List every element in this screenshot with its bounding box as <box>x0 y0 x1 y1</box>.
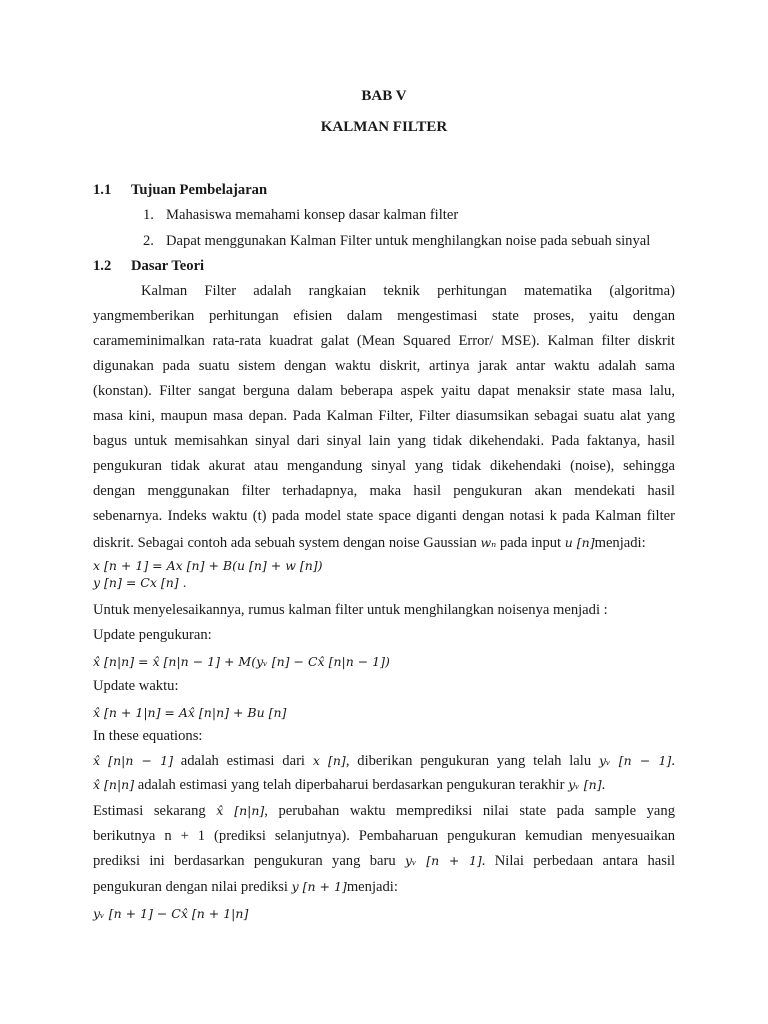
text-run: . Nilai perbedaan antara hasil <box>481 853 675 869</box>
equation-state: x [n + 1] = Ax [n] + B(u [n] + w [n]) <box>93 558 323 573</box>
section-heading-2 <box>0 258 768 278</box>
paragraph-line: carameminimalkan rata-rata kuadrat galat (Mean Squared Error/ MSE). Kalman filter diskrit <box>93 333 675 349</box>
equation-measurement-update: x̂ [n|n] = x̂ [n|n − 1] + M(yᵥ [n] − Cx̂ [n|n − 1]) <box>93 654 390 669</box>
text-run: diskrit. Sebagai contoh ada sebuah system dengan noise Gaussian <box>93 535 477 551</box>
paragraph-line: sebenarnya. Indeks waktu (t) pada model state space diganti dengan notasi k pada Kalman filter <box>93 508 675 524</box>
paragraph-line-with-math <box>93 803 675 825</box>
definition-line <box>93 777 605 794</box>
text-run: menjadi: <box>594 535 646 551</box>
paragraph-line-with-math <box>93 535 646 552</box>
math-inline: x̂ [n|n] <box>93 777 135 792</box>
section-number: 1.2 <box>93 258 112 274</box>
text-run: . <box>671 753 675 769</box>
paragraph-line: (konstan). Filter sangat berguna dalam beberapa aspek yaitu dapat menaksir state masa lalu, <box>93 383 675 399</box>
paragraph-line: yangmemberikan perhitungan efisien dalam mengestimasi state proses, yaitu dengan <box>93 308 675 324</box>
math-inline: x̂ [n|n] <box>216 803 265 818</box>
equation-time-update: x̂ [n + 1|n] = Ax̂ [n|n] + Bu [n] <box>93 705 287 720</box>
list-item <box>0 233 768 253</box>
list-number: 2. <box>143 233 154 249</box>
solve-intro: Untuk menyelesaikannya, rumus kalman filter untuk menghilangkan noisenya menjadi : <box>93 602 608 618</box>
chapter-number: BAB V <box>361 88 407 104</box>
text-run: , diberikan pengukuran yang telah lalu <box>345 753 592 769</box>
text-run: . <box>601 777 606 793</box>
paragraph-line: berikutnya n + 1 (prediksi selanjutnya). Pembaharuan pengukuran kemudian menyesuaikan <box>93 828 675 844</box>
section-heading-1 <box>0 182 768 202</box>
time-update-label: Update waktu: <box>93 678 179 694</box>
text-run: pengukuran dengan nilai prediksi <box>93 879 288 895</box>
math-inline: y [n + 1] <box>291 879 347 894</box>
math-inline: yᵥ [n − 1] <box>598 753 672 768</box>
text-run: prediksi ini berdasarkan pengukuran yang baru <box>93 853 396 869</box>
math-inline: x [n] <box>312 753 346 768</box>
list-text: Mahasiswa memahami konsep dasar kalman filter <box>166 207 459 223</box>
text-run: Estimasi sekarang <box>93 803 206 819</box>
chapter-title: KALMAN FILTER <box>320 119 448 135</box>
paragraph-line-with-math <box>93 853 675 875</box>
math-inline: yᵥ [n] <box>568 777 602 792</box>
paragraph-line: bagus untuk memisahkan sinyal dari sinyal lain yang tidak dikehendaki. Pada faktanya, hasil <box>93 433 675 449</box>
text-run: menjadi: <box>346 879 398 895</box>
text-run: pada input <box>499 535 562 551</box>
text-run: , perubahan waktu memprediksi nilai state pada sample yang <box>264 803 675 819</box>
math-inline: yᵥ [n + 1] <box>404 853 482 868</box>
paragraph-line: masa kini, maupun masa depan. Pada Kalman Filter, Filter diasumsikan sebagai suatu alat yang <box>93 408 675 424</box>
math-inline: u [n] <box>564 535 595 550</box>
text-run: adalah estimasi yang telah diperbaharui berdasarkan pengukuran terakhir <box>137 777 565 793</box>
equation-output: y [n] = Cx [n] . <box>93 575 187 590</box>
paragraph-line: digunakan pada suatu sistem dengan waktu diskrit, artinya jarak antar waktu adalah sama <box>93 358 675 374</box>
equation-innovation: yᵥ [n + 1] − Cx̂ [n + 1|n] <box>93 906 249 921</box>
paragraph-line: dengan menggunakan filter terhadapnya, maka hasil pengukuran akan mendekati hasil <box>93 483 675 499</box>
math-inline: x̂ [n|n − 1] <box>93 753 173 768</box>
paragraph-line: pengukuran tidak akurat atau mengandung sinyal yang tidak dikehendaki (noise), sehingga <box>93 458 675 474</box>
math-inline: wₙ <box>480 535 497 550</box>
measurement-update-label: Update pengukuran: <box>93 627 212 643</box>
definition-line <box>93 753 675 775</box>
section-title: Tujuan Pembelajaran <box>131 182 268 198</box>
section-title: Dasar Teori <box>131 258 205 274</box>
paragraph-line: Kalman Filter adalah rangkaian teknik perhitungan matematika (algoritma) <box>141 283 675 299</box>
list-text: Dapat menggunakan Kalman Filter untuk menghilangkan noise pada sebuah sinyal <box>166 233 651 249</box>
list-number: 1. <box>143 207 154 223</box>
section-number: 1.1 <box>93 182 112 198</box>
paragraph-line-with-math <box>93 879 398 896</box>
equations-intro: In these equations: <box>93 728 203 744</box>
text-run: adalah estimasi dari <box>180 753 305 769</box>
list-item <box>0 207 768 227</box>
